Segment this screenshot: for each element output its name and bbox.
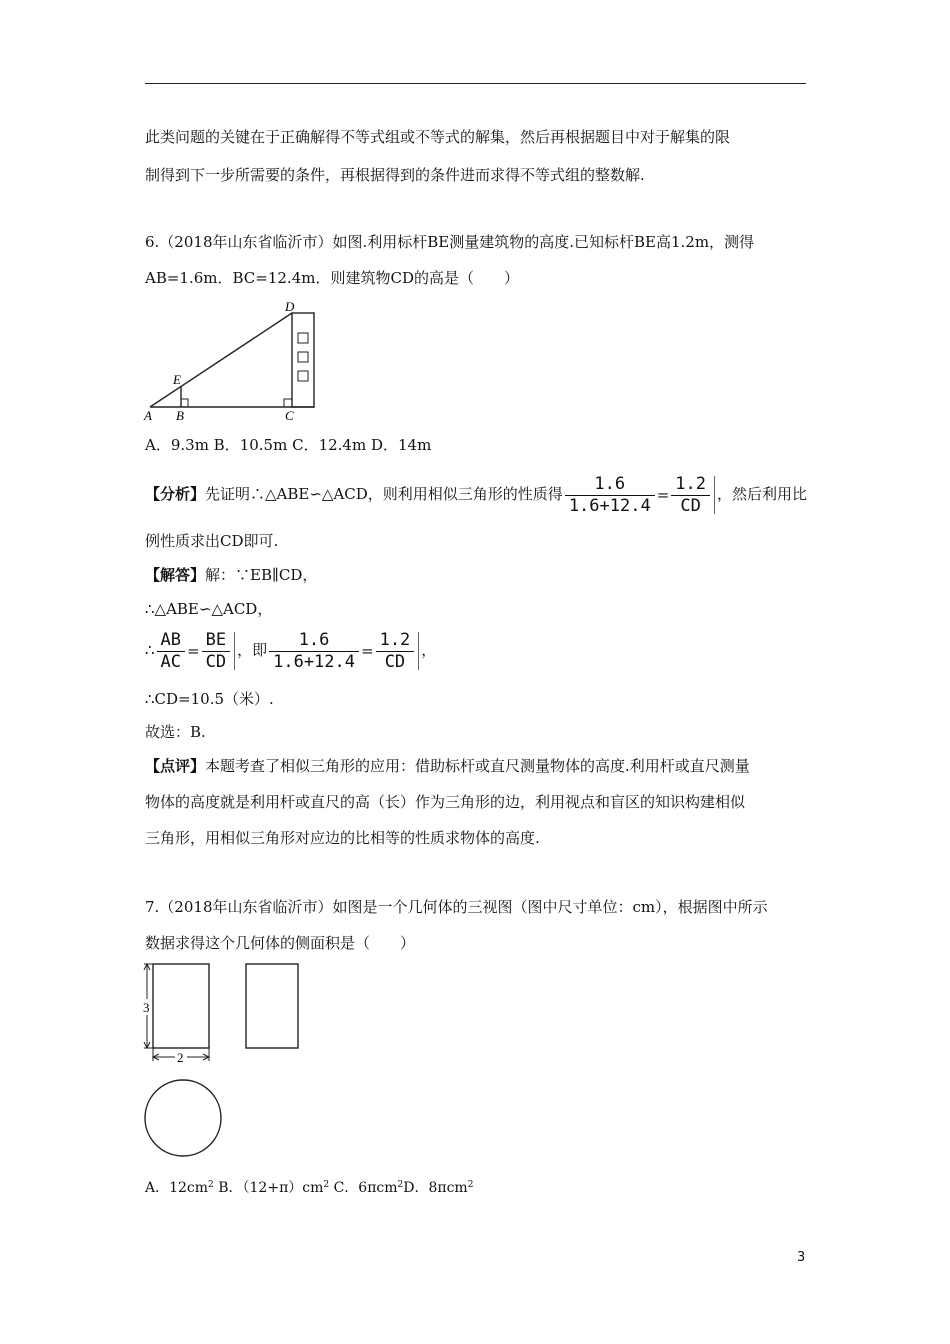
q7-options: A．$12cm^2$ B．$(12+\pi)cm^2$ C．6πcm$^2$D．8πcm$^2$	[145, 1180, 474, 1196]
analysis-text: 先证明∴△ABE∽△ACD，则利用相似三角形的性质得	[205, 485, 563, 503]
solution-tag: 【解答】	[145, 566, 206, 584]
q6-analysis-line-2: 例性质求出CD即可.	[145, 532, 279, 550]
fraction-2: $\frac{1.2}{CD}$	[671, 474, 710, 517]
analysis-proportion: $\frac{1.6}{1.6+12.4}$ = $\frac{1.2}{CD}$	[563, 473, 717, 517]
q6-window-3	[298, 371, 308, 381]
fraction-5: $\frac{1.6}{1.6+12.4}$	[269, 630, 359, 673]
height-label: 3	[143, 1000, 150, 1015]
q6-building	[292, 313, 314, 407]
q6-sight-line	[150, 313, 292, 407]
q6-right-angle-c	[284, 399, 292, 407]
q6-comment-line-2: 物体的高度就是利用杆或直尺的高（长）作为三角形的边，利用视点和盲区的知识构建相似	[145, 793, 746, 811]
q7-option-b: B．（12+π）cm	[218, 1180, 324, 1196]
intro-line-2: 制得到下一步所需要的条件，再根据得到的条件进而求得不等式组的整数解.	[145, 166, 645, 184]
page-number: 3	[797, 1250, 806, 1265]
q7-line-2: 数据求得这个几何体的侧面积是（ ）	[145, 934, 416, 952]
q7-option-a: A．12cm	[145, 1180, 209, 1196]
width-label: 2	[177, 1050, 184, 1065]
fraction-1: $\frac{1.6}{1.6+12.4}$	[565, 474, 655, 517]
front-view	[153, 964, 209, 1048]
analysis-tag: 【分析】	[145, 485, 206, 503]
q6-options: A．9.3m B．10.5m C．12.4m D．14m	[145, 436, 432, 454]
q6-line-2: AB=1.6m．BC=12.4m．则建筑物CD的高是（ ）	[145, 269, 519, 287]
q6-line-1: 6.（2018年山东省临沂市）如图.利用标杆BE测量建筑物的高度.已知标杆BE高1.2m，测得	[145, 233, 755, 251]
top-view	[145, 1080, 221, 1156]
intro-line-1: 此类问题的关键在于正确解得不等式组或不等式的解集，然后再根据题目中对于解集的限	[145, 128, 731, 146]
q7-option-d: D．8πcm	[403, 1180, 468, 1196]
side-view	[246, 964, 298, 1048]
q6-label-d: D	[285, 299, 295, 314]
q6-right-angle-b	[181, 399, 188, 407]
q6-comment-line-1: 【点评】本题考查了相似三角形的应用：借助标杆或直尺测量物体的高度.利用杆或直尺测量	[145, 757, 750, 775]
solution-proportion: $\frac{1.6}{1.6+12.4}$ = $\frac{1.2}{CD}$	[267, 629, 421, 673]
q6-window-1	[298, 333, 308, 343]
q6-solution-line-4: ∴CD=10.5（米）.	[145, 690, 274, 708]
q6-solution-line-3: ∴ $\frac{AB}{AC}$ = $\frac{BE}{CD}$ ，即 $\frac{1.6}{1.6+12.4}$ = $\frac{1.2}{CD}$ ，	[145, 629, 437, 672]
q6-label-a: A	[144, 408, 152, 423]
fraction-3: $\frac{AB}{AC}$	[157, 630, 185, 673]
fraction-4: $\frac{BE}{CD}$	[202, 630, 230, 673]
q6-analysis	[145, 472, 807, 517]
q6-solution-line-1: 【解答】解：∵EB∥CD，	[145, 566, 318, 584]
q7-three-view-figure	[138, 958, 313, 1163]
q6-figure	[142, 296, 322, 424]
fraction-6: $\frac{1.2}{CD}$	[376, 630, 415, 673]
q6-label-c: C	[285, 408, 294, 423]
q7-line-1: 7.（2018年山东省临沂市）如图是一个几何体的三视图（图中尺寸单位：cm），根据图中所示	[145, 898, 768, 916]
q6-choice: 故选：B.	[145, 723, 206, 741]
solution-ratio: $\frac{AB}{AC}$ = $\frac{BE}{CD}$	[155, 629, 238, 673]
q6-label-e: E	[173, 372, 181, 387]
comment-tag: 【点评】	[145, 757, 206, 775]
header-rule	[145, 83, 806, 84]
q6-solution-line-2: ∴△ABE∽△ACD，	[145, 600, 273, 618]
q6-comment-line-3: 三角形，用相似三角形对应边的比相等的性质求物体的高度.	[145, 829, 540, 847]
analysis-text-post: ，然后利用比	[717, 485, 808, 503]
q6-label-b: B	[176, 408, 184, 423]
q7-option-c: C．6πcm	[333, 1180, 398, 1196]
q6-window-2	[298, 352, 308, 362]
